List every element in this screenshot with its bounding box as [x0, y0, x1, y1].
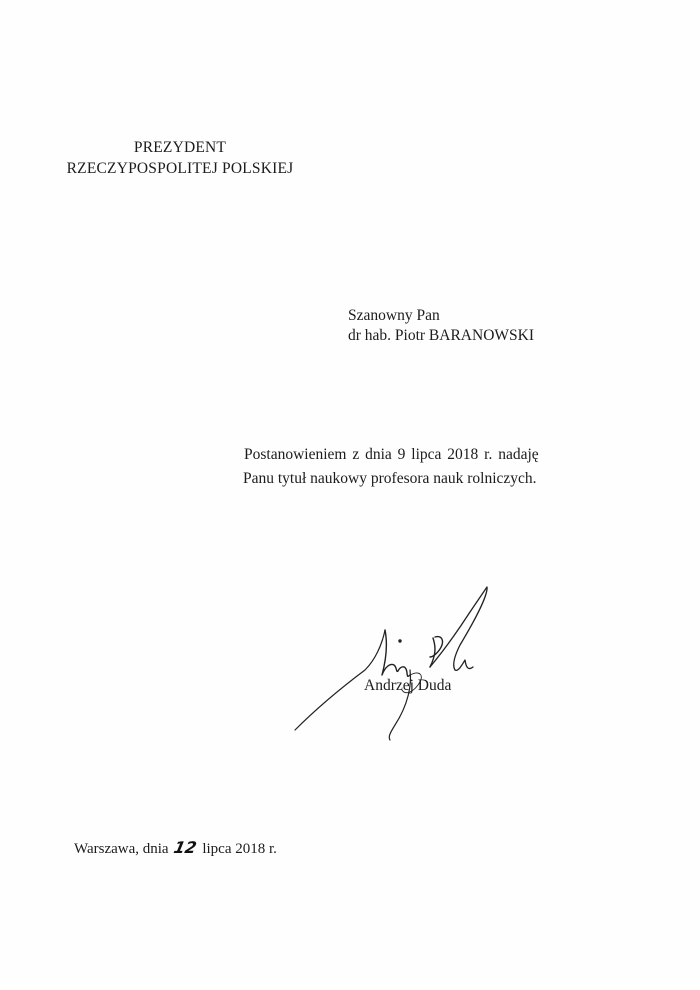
- letterhead-subtitle: RZECZYPOSPOLITEJ POLSKIEJ: [66, 160, 294, 177]
- recipient-name: dr hab. Piotr BARANOWSKI: [348, 327, 534, 344]
- letterhead-title: PREZYDENT: [133, 139, 227, 156]
- date-prefix: Warszawa, dnia: [74, 841, 169, 857]
- date-suffix: lipca 2018 r.: [202, 841, 277, 857]
- recipient-block: [348, 306, 534, 346]
- body-line-1: Postanowieniem z dnia 9 lipca 2018 r. nadaję: [244, 446, 539, 463]
- letter-body: [244, 443, 539, 491]
- body-line-2: Panu tytuł naukowy profesora nauk rolniczych.: [243, 470, 537, 487]
- handwritten-signature-icon: [290, 575, 510, 745]
- date-day-handwritten: 12: [172, 838, 199, 857]
- signer-name: Andrzej Duda: [364, 677, 452, 694]
- letterhead: [60, 137, 300, 179]
- salutation: Szanowny Pan: [348, 307, 440, 324]
- date-line: [74, 838, 277, 858]
